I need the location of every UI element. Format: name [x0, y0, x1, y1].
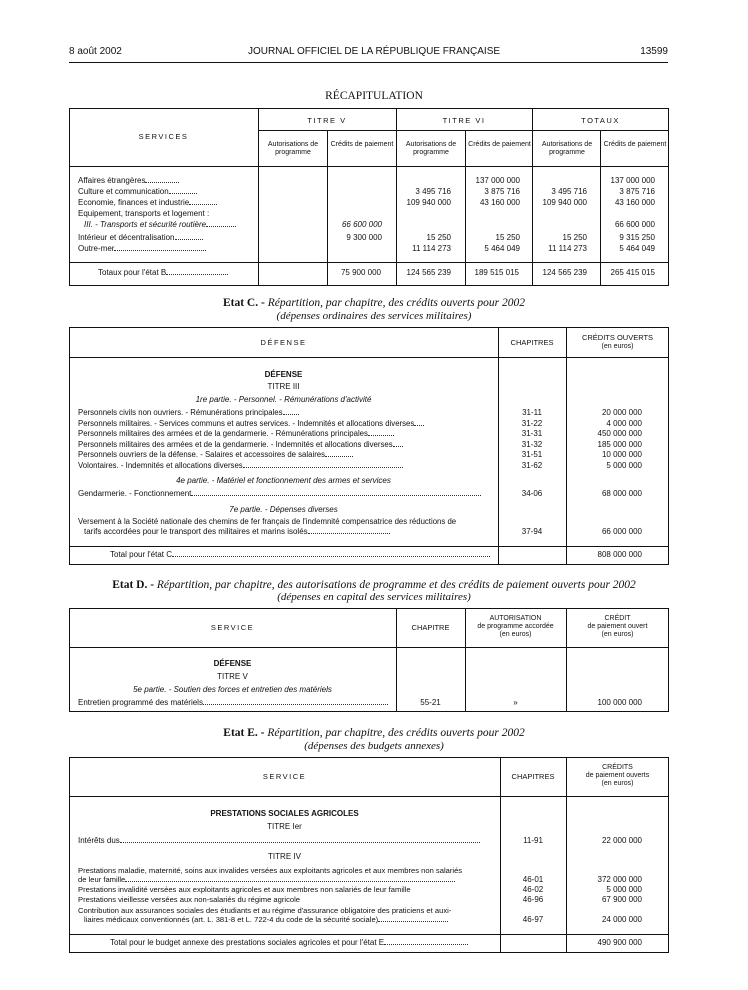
etat-c-row-label: Personnels militaires des armées et de la gendarmerie. - Rémunérations principales [78, 429, 394, 439]
etat-e-col-credits3: (en euros) [601, 780, 634, 787]
etat-c-titre: TITRE III [267, 382, 300, 391]
etat-c-title: Etat C. - Répartition, par chapitre, des crédits ouverts pour 2002 [222, 297, 526, 309]
etat-e-title: Etat E. - Répartition, par chapitre, des crédits ouverts pour 2002 [223, 727, 525, 739]
etat-d-col-auto3: (en euros) [499, 631, 532, 638]
recap-row-label: Intérieur et décentralisation [78, 233, 203, 243]
etat-e-row-line1: Prestations vieillesse versées aux non-salariés du régime agricole [78, 895, 301, 904]
etat-c-row-label: Personnels civils non ouvriers. - Rémunérations principales [78, 408, 299, 418]
etat-e-row-val: 67 900 000 [601, 895, 642, 904]
etat-c-row-chap: 31-62 [521, 460, 543, 470]
etat-c-row-label: Personnels ouvriers de la défense. - Salaires et accessoires de salaires [78, 450, 353, 460]
etat-e-row-val: 24 000 000 [601, 915, 642, 924]
etat-d-col-chapitre: CHAPITRE [411, 623, 450, 632]
recap-total-at: 124 565 239 [542, 268, 587, 277]
etat-d-subtitle: (dépenses en capital des services militaires) [277, 591, 471, 603]
etat-d-col-service: SERVICE [210, 623, 255, 632]
recap-cell-at: 11 114 273 [548, 244, 587, 253]
etat-e-row-chap: 46-02 [522, 885, 544, 894]
recap-cell-ct: 5 464 049 [619, 244, 655, 253]
etat-e-row-line2: liaires médicaux conventionnés (art. L. 381-8 et L. 722-4 du code de la sécurité sociale) [84, 915, 448, 925]
recap-cell-ct: 3 875 716 [619, 187, 655, 196]
recap-row-label: Affaires étrangères [78, 176, 179, 186]
recap-cell-a6: 11 114 273 [412, 244, 451, 253]
etat-c-row-chap: 31-22 [521, 418, 543, 428]
etat-e-col-chapitres: CHAPITRES [511, 772, 555, 781]
etat-c-row-label: Personnels militaires des armées et de la gendarmerie. - Indemnités et allocations diverses [78, 440, 403, 450]
recap-cell-at: 15 250 [562, 233, 587, 242]
etat-c-row7-val: 66 000 000 [601, 527, 642, 536]
etat-e-interets-label: Intérêts dus [78, 836, 492, 846]
recap-cell-at: 3 495 716 [551, 187, 587, 196]
recap-cell-c5: 9 300 000 [346, 233, 382, 242]
etat-e-row-chap: 46-01 [522, 875, 544, 884]
recap-cell-ct: 43 160 000 [614, 198, 655, 207]
etat-c-row-val: 185 000 000 [597, 439, 642, 449]
etat-d-row-auto: » [513, 698, 518, 707]
recap-cell-c6: 137 000 000 [475, 176, 520, 185]
etat-d-row-credit: 100 000 000 [597, 698, 642, 707]
recap-cell-ct: 66 600 000 [614, 220, 655, 229]
etat-c-row-chap: 31-31 [521, 429, 543, 438]
etat-c-row7-chap: 37-94 [521, 527, 543, 536]
recap-h-cred5: Crédits de paiement [330, 141, 394, 148]
recap-h-credt: Crédits de paiement [603, 141, 667, 148]
etat-d-col-credit2: de paiement ouvert [587, 623, 648, 630]
recap-cell-c6: 15 250 [495, 233, 520, 242]
etat-e-interets-val: 22 000 000 [601, 836, 642, 845]
recap-h-autot: Autorisations de programme [541, 141, 593, 156]
etat-c-row-val: 4 000 000 [606, 418, 642, 428]
etat-c-part7: 7e partie. - Dépenses diverses [229, 505, 338, 514]
recap-cell-a6: 109 940 000 [406, 198, 451, 207]
recap-total-c6: 189 515 015 [474, 268, 519, 277]
etat-d-col-auto1: AUTORISATION [489, 615, 542, 622]
etat-e-interets-chap: 11-91 [523, 836, 543, 845]
recap-cell-c6: 3 875 716 [484, 187, 520, 196]
recap-total-c5: 75 900 000 [340, 268, 381, 277]
etat-c-row-val: 5 000 000 [606, 460, 642, 470]
etat-e-col-service: SERVICE [262, 772, 307, 781]
etat-e-titre4: TITRE IV [268, 852, 301, 861]
etat-e-total-label: Total pour le budget annexe des prestations sociales agricoles et pour l'état E [110, 938, 492, 948]
etat-c-total-val: 808 000 000 [597, 550, 642, 559]
etat-c-row-val: 20 000 000 [601, 408, 642, 417]
etat-e-row-val: 5 000 000 [606, 885, 642, 894]
etat-d-titre: TITRE V [217, 672, 248, 681]
recap-row-label: III. - Transports et sécurité routière [84, 220, 236, 230]
recap-cell-c6: 43 160 000 [479, 198, 520, 207]
etat-e-row-line1: Contribution aux assurances sociales des étudiants et au régime d'assurance obligatoire des praticiens et auxi- [78, 906, 452, 915]
etat-c-row-chap: 31-51 [521, 450, 543, 459]
recap-cell-ct: 137 000 000 [610, 176, 655, 185]
etat-c-col-credits: CRÉDITS OUVERTS [581, 333, 654, 342]
etat-c-row-label: Personnels militaires. - Services communs et autres services. - Indemnités et allocations diverses [78, 419, 424, 429]
etat-e-row-val: 372 000 000 [597, 875, 642, 884]
etat-c-row4-label: Gendarmerie. - Fonctionnement [78, 489, 490, 499]
etat-c-row-label: Volontaires. - Indemnités et allocations diverses [78, 461, 403, 471]
recap-col-services: SERVICES [138, 132, 189, 141]
etat-e-row-line2: de leur famille [78, 875, 455, 885]
etat-c-total-label: Total pour l'état C [110, 550, 490, 560]
etat-c-row7-line1: Versement à la Société nationale des chemins de fer français de l'indemnité compensatrice des réductions de [78, 517, 457, 526]
recap-cell-ct: 9 315 250 [619, 233, 655, 242]
etat-e-row-chap: 46-96 [522, 895, 544, 904]
etat-c-row-val: 450 000 000 [597, 429, 642, 438]
etat-c-part4: 4e partie. - Matériel et fonctionnement des armes et services [176, 476, 391, 485]
etat-e-row-line1: Prestations invalidité versées aux exploitants agricoles et aux membres non salariés de leur famille [78, 885, 411, 894]
etat-c-col-chapitres: CHAPITRES [510, 338, 554, 347]
etat-e-col-credits2: de paiement ouverts [585, 772, 650, 779]
etat-c-col-unit: (en euros) [601, 343, 634, 350]
recap-cell-a6: 3 495 716 [415, 187, 451, 196]
etat-e-subtitle: (dépenses des budgets annexes) [304, 740, 444, 752]
recap-cell-at: 109 940 000 [542, 198, 587, 207]
etat-c-part1: 1re partie. - Personnel. - Rémunérations d'activité [195, 395, 372, 404]
etat-c-col-defense: DÉFENSE [260, 338, 307, 347]
recap-col-titre6: TITRE VI [442, 116, 486, 125]
recap-cell-c6: 5 464 049 [484, 244, 520, 253]
recap-total-a6: 124 565 239 [406, 268, 451, 277]
etat-d-row-label: Entretien programmé des matériels [78, 698, 390, 708]
recap-row-label: Outre-mer [78, 244, 206, 254]
etat-d-col-auto2: de programme accordée [477, 623, 554, 630]
recap-cell-a6: 15 250 [426, 233, 451, 242]
etat-c-row-chap: 31-32 [521, 439, 543, 449]
recap-total-label: Totaux pour l'état B [98, 268, 248, 278]
etat-c-row-val: 10 000 000 [601, 450, 642, 459]
etat-d-col-credit1: CRÉDIT [604, 615, 631, 622]
etat-c-section: DÉFENSE [264, 370, 303, 379]
recap-col-totaux: TOTAUX [581, 116, 620, 125]
recap-total-ct: 265 415 015 [610, 268, 655, 277]
recap-h-cred6: Crédits de paiement [468, 141, 531, 148]
etat-e-titre1: TITRE Ier [267, 822, 302, 831]
recap-row-label: Economie, finances et industrie [78, 198, 217, 208]
etat-e-total-val: 490 900 000 [597, 938, 642, 947]
recap-h-auto6: Autorisations de programme [405, 141, 457, 156]
recap-cell-c5: 66 600 000 [341, 220, 382, 229]
etat-c-row7-line2: tarifs accordées pour le transport des militaires et marins isolés [84, 527, 490, 537]
etat-c-row4-chap: 34-06 [521, 489, 543, 498]
etat-d-part: 5e partie. - Soutien des forces et entretien des matériels [133, 685, 332, 694]
recap-h-auto5: Autorisations de programme [267, 141, 319, 156]
journal-title: JOURNAL OFFICIEL DE LA RÉPUBLIQUE FRANÇAISE [247, 46, 501, 57]
etat-c-row4-val: 68 000 000 [601, 489, 642, 498]
recap-row-label: Equipement, transports et logement : [78, 209, 210, 218]
etat-c-row-chap: 31-11 [522, 408, 542, 417]
recap-col-titre5: TITRE V [307, 116, 347, 125]
etat-d-col-credit3: (en euros) [601, 631, 634, 638]
etat-d-row-chap: 55-21 [420, 698, 441, 707]
etat-e-section: PRESTATIONS SOCIALES AGRICOLES [210, 809, 359, 818]
etat-e-col-credits1: CRÉDITS [602, 764, 633, 771]
etat-e-row-line1: Prestations maladie, maternité, soins aux invalides versées aux exploitants agricoles et aux membres non salariés [78, 866, 463, 875]
header-rule [69, 62, 668, 63]
etat-d-title: Etat D. - Répartition, par chapitre, des autorisations de programme et des crédits de paiement ouverts pour 2002 [112, 579, 636, 591]
recap-title: RÉCAPITULATION [325, 90, 423, 102]
etat-c-subtitle: (dépenses ordinaires des services militaires) [276, 310, 472, 322]
etat-d-section: DÉFENSE [213, 659, 252, 668]
page-date: 8 août 2002 [69, 46, 122, 57]
recap-row-label: Culture et communication [78, 187, 197, 197]
page-number: 13599 [640, 46, 668, 57]
etat-e-row-chap: 46-97 [522, 915, 544, 924]
